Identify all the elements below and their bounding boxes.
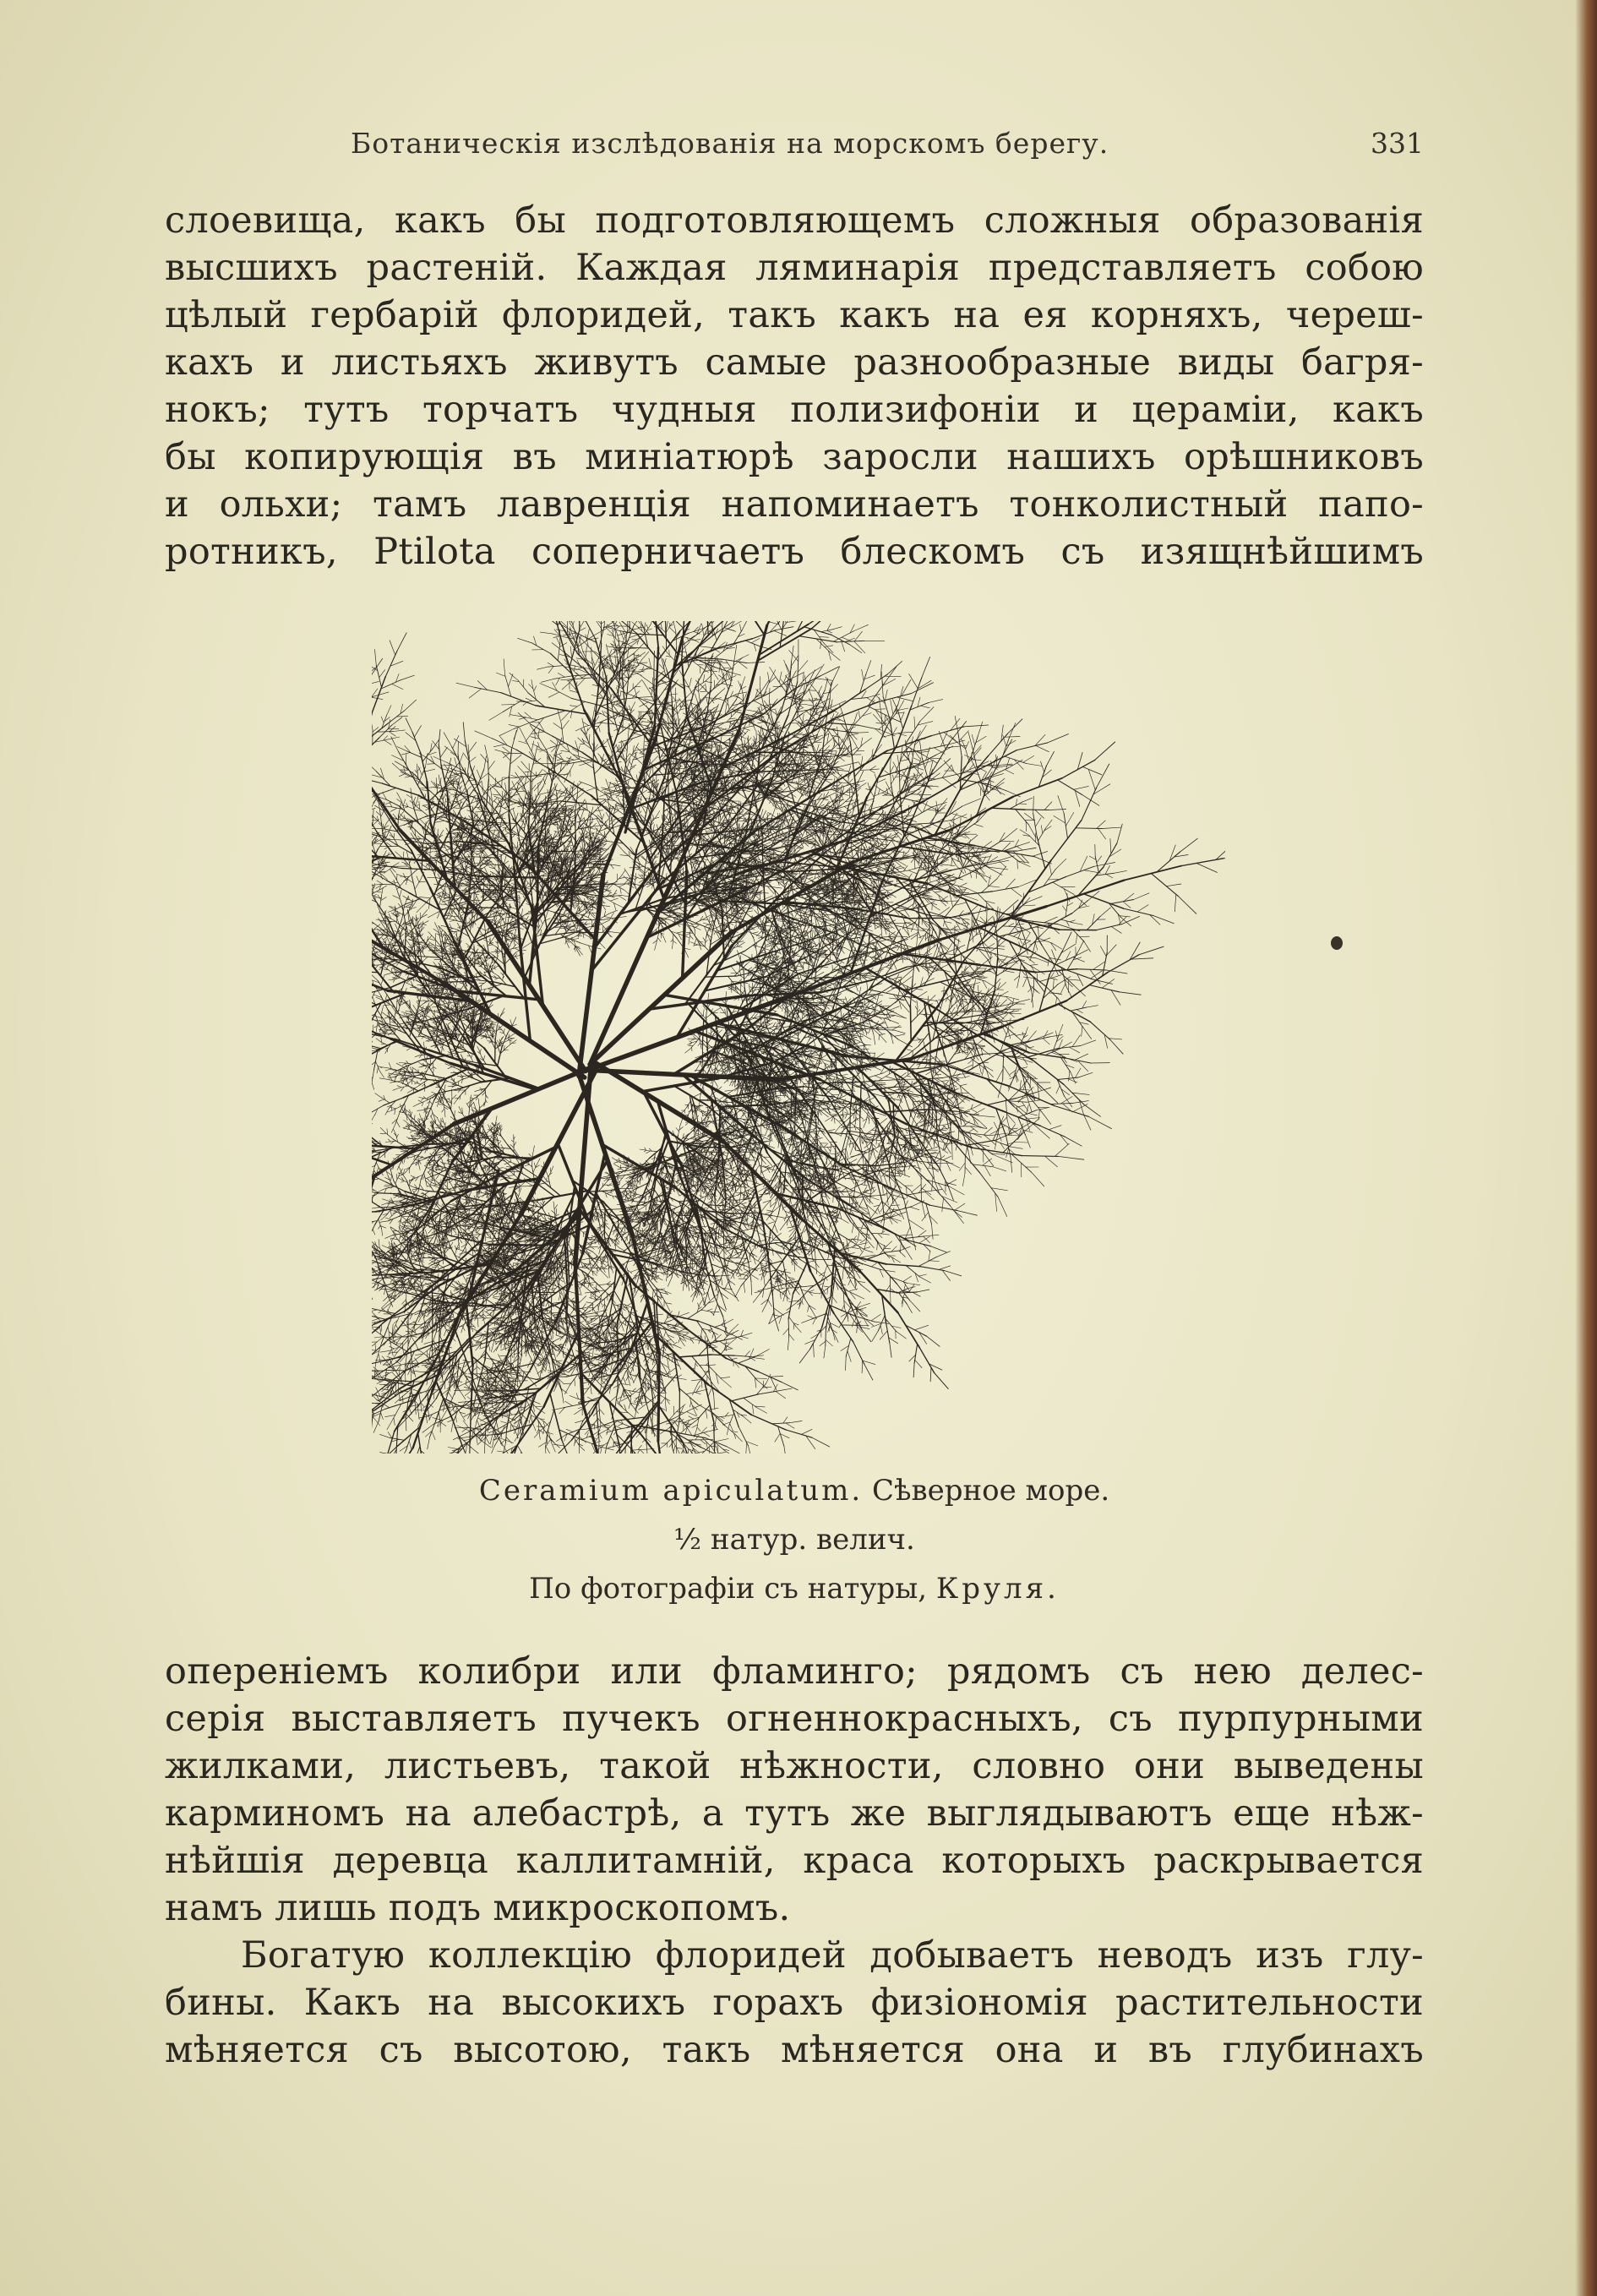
caption-source-author: Круля. <box>936 1572 1060 1606</box>
page-edge-shadow <box>1575 0 1597 2296</box>
caption-species: Ceramium apiculatum. <box>479 1474 863 1508</box>
text-line: кахъ и листьяхъ живутъ самые разнообразные виды багря- <box>165 339 1424 386</box>
text-line: жилками, листьевъ, такой нѣжности, словно они выведены <box>165 1742 1424 1790</box>
text-line: слоевища, какъ бы подготовляющемъ сложныя образованія <box>165 197 1424 244</box>
text-line: бины. Какъ на высокихъ горахъ физіономія растительности <box>165 1979 1424 2026</box>
paragraph-bottom <box>165 1648 1424 2074</box>
text-line: опереніемъ колибри или фламинго; рядомъ съ нею делес- <box>165 1648 1424 1695</box>
text-line: карминомъ на алебастрѣ, а тутъ же выглядываютъ еще нѣж- <box>165 1790 1424 1837</box>
running-header <box>165 127 1424 177</box>
ceramium-plant-drawing <box>372 621 1225 1453</box>
text-line: и ольхи; тамъ лавренція напоминаетъ тонколистный папо- <box>165 481 1424 528</box>
caption-source-prefix: По фотографіи съ натуры, <box>529 1572 927 1606</box>
text-line: серія выставляетъ пучекъ огненнокрасныхъ, съ пурпурными <box>165 1695 1424 1742</box>
page-number: 331 <box>1371 127 1424 160</box>
text-line: мѣняется съ высотою, такъ мѣняется она и въ глубинахъ <box>165 2026 1424 2074</box>
text-line: высшихъ растеній. Каждая ляминарія представляетъ собою <box>165 244 1424 292</box>
text-line: Богатую коллекцію флоридей добываетъ неводъ изъ глу- <box>165 1932 1424 1979</box>
seaweed-illustration <box>372 621 1225 1453</box>
figure-caption-scale: ½ натур. велич. <box>165 1521 1424 1558</box>
text-line: нокъ; тутъ торчатъ чудныя полизифоніи и цераміи, какъ <box>165 386 1424 434</box>
text-line: бы копирующія въ миніатюрѣ заросли нашихъ орѣшниковъ <box>165 434 1424 481</box>
text-line: ротникъ, Ptilota соперничаетъ блескомъ съ изящнѣйшимъ <box>165 528 1424 575</box>
text-line: нѣйшія деревца каллитамній, краса которыхъ раскрывается <box>165 1837 1424 1884</box>
text-line: намъ лишь подъ микроскопомъ. <box>165 1884 1424 1932</box>
caption-location: Сѣверное море. <box>872 1474 1109 1508</box>
text-line: цѣлый гербарій флоридей, такъ какъ на ея корняхъ, череш- <box>165 292 1424 339</box>
paragraph-top <box>165 197 1424 575</box>
figure-caption-title <box>165 1472 1424 1509</box>
figure-caption-source <box>165 1570 1424 1607</box>
ink-speck <box>1331 936 1343 950</box>
running-title: Ботаническія изслѣдованія на морскомъ берегу. <box>351 127 1109 160</box>
